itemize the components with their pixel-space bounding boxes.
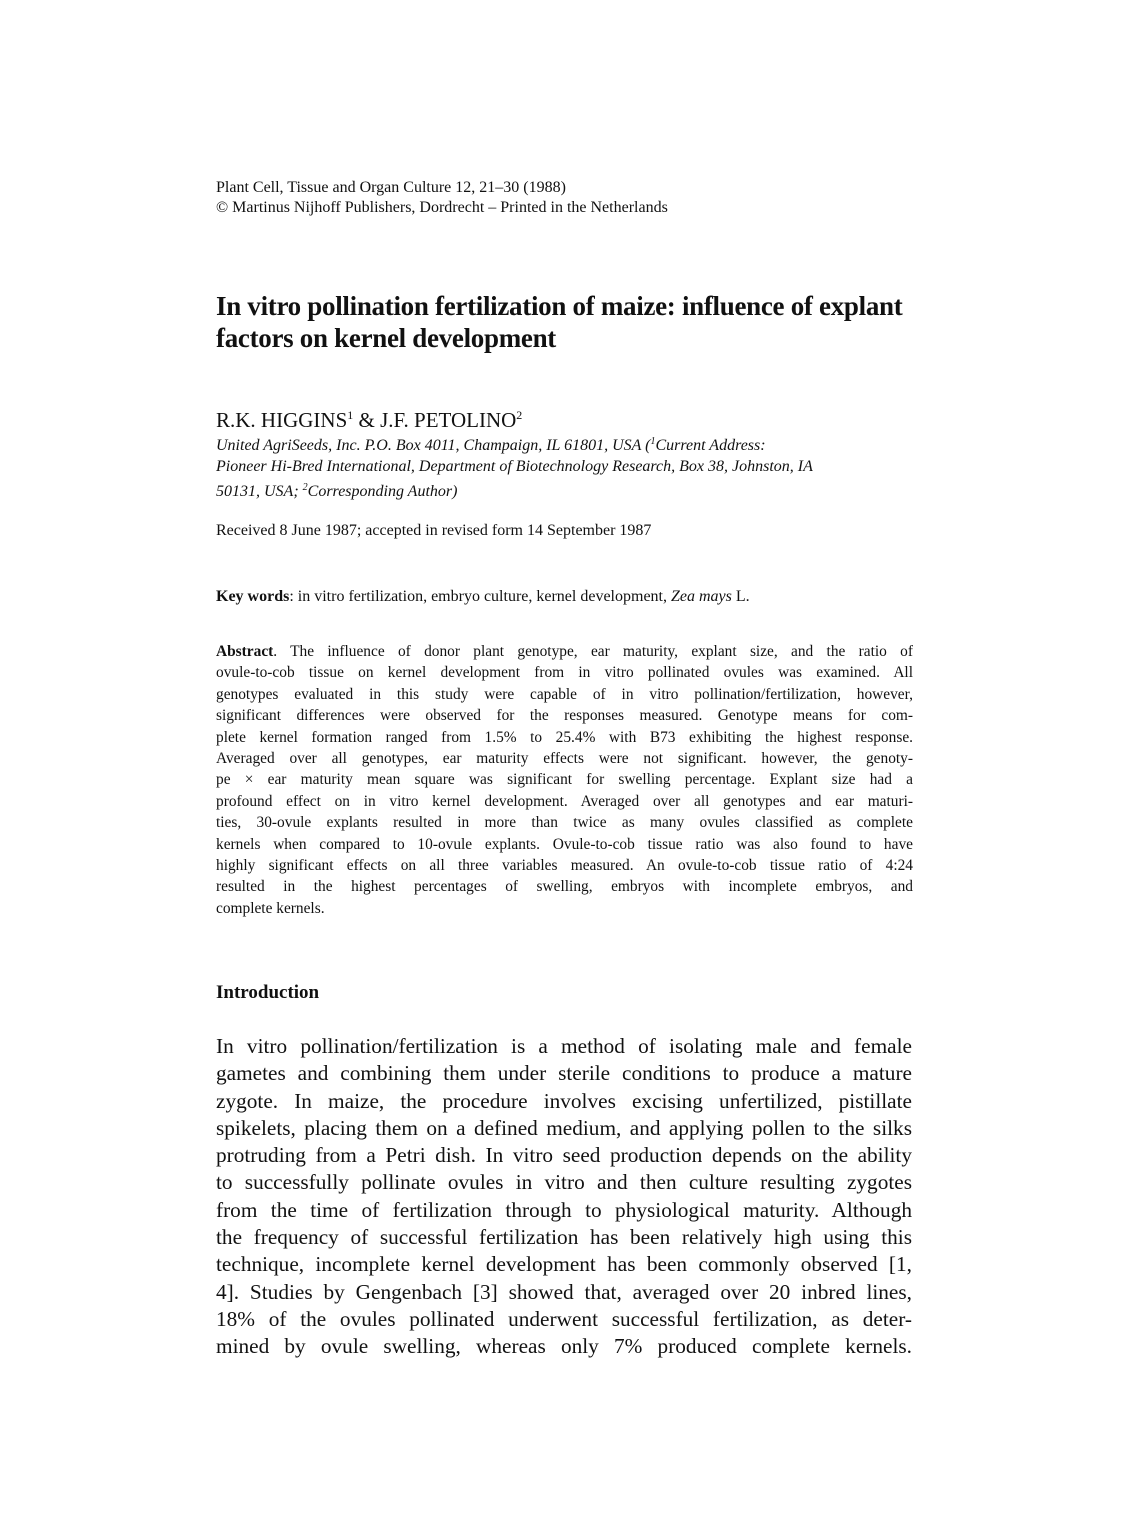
received-dates: Received 8 June 1987; accepted in revised form 14 September 1987 bbox=[216, 522, 652, 539]
affiliation-line-1 bbox=[216, 431, 916, 456]
abstract-line: significant differences were observed for the responses measured. Genotype means for com- bbox=[216, 707, 913, 725]
affiliation-line-3-end: Corresponding Author) bbox=[307, 483, 458, 500]
journal-line-2: © Martinus Nijhoff Publishers, Dordrecht – Printed in the Netherlands bbox=[216, 199, 668, 216]
paper-title bbox=[216, 290, 936, 354]
affiliation-line-3 bbox=[216, 477, 916, 502]
abstract-line bbox=[216, 641, 913, 662]
section-heading-introduction: Introduction bbox=[216, 982, 320, 1003]
author-list bbox=[216, 403, 522, 432]
intro-line: spikelets, placing them on a defined medium, and applying pollen to the silks bbox=[216, 1115, 912, 1140]
abstract-line-text: . The influence of donor plant genotype, ear maturity, explant size, and the ratio of bbox=[273, 643, 913, 660]
author-1-affiliation-mark: 1 bbox=[347, 408, 354, 422]
affiliation-mark-2: 2 bbox=[302, 482, 308, 493]
intro-line: technique, incomplete kernel development has been commonly observed [1, bbox=[216, 1252, 912, 1277]
abstract-line: ties, 30-ovule explants resulted in more than twice as many ovules classified as complete bbox=[216, 814, 913, 832]
intro-line: 18% of the ovules pollinated underwent successful fertilization, as deter- bbox=[216, 1306, 912, 1331]
intro-line: In vitro pollination/fertilization is a method of isolating male and female bbox=[216, 1034, 912, 1058]
intro-line: 4]. Studies by Gengenbach [3] showed that, averaged over 20 inbred lines, bbox=[216, 1279, 912, 1304]
abstract-line: kernels when compared to 10-ovule explants. Ovule-to-cob tissue ratio was also found to have bbox=[216, 835, 913, 853]
abstract-line: highly significant effects on all three variables measured. An ovule-to-cob tissue ratio of 4:24 bbox=[216, 856, 913, 874]
keywords-authority: L. bbox=[731, 588, 750, 605]
intro-line: zygote. In maize, the procedure involves excising unfertilized, pistillate bbox=[216, 1088, 912, 1113]
author-1: R.K. HIGGINS bbox=[216, 408, 348, 432]
abstract-label: Abstract bbox=[216, 643, 274, 660]
abstract-line: complete kernels. bbox=[216, 899, 325, 917]
intro-line: to successfully pollinate ovules in vitro and then culture resulting zygotes bbox=[216, 1170, 912, 1195]
affiliation-mark-1: 1 bbox=[650, 436, 656, 447]
abstract bbox=[216, 641, 913, 919]
keywords bbox=[216, 587, 750, 607]
title-line-2: factors on kernel development bbox=[216, 323, 556, 353]
affiliation-line-1-end: Current Address: bbox=[655, 437, 766, 454]
abstract-line: genotypes evaluated in this study were capable of in vitro pollination/fertilization, however, bbox=[216, 685, 913, 703]
abstract-line: pe × ear maturity mean square was significant for swelling percentage. Explant size had a bbox=[216, 771, 913, 789]
abstract-line: plete kernel formation ranged from 1.5% to 25.4% with B73 exhibiting the highest response. bbox=[216, 728, 913, 746]
intro-line: gametes and combining them under sterile conditions to produce a mature bbox=[216, 1061, 912, 1086]
affiliation-line-1-text: United AgriSeeds, Inc. P.O. Box 4011, Champaign, IL 61801, USA ( bbox=[216, 437, 651, 454]
abstract-line: resulted in the highest percentages of swelling, embryos with incomplete embryos, and bbox=[216, 878, 913, 896]
journal-line-1: Plant Cell, Tissue and Organ Culture 12, 21–30 (1988) bbox=[216, 179, 566, 196]
author-2-affiliation-mark: 2 bbox=[516, 408, 523, 422]
title-line-1: In vitro pollination fertilization of maize: influence of explant bbox=[216, 291, 903, 321]
introduction-body bbox=[216, 1033, 912, 1361]
keywords-label: Key words bbox=[216, 588, 290, 605]
author-separator: & bbox=[353, 408, 381, 432]
keywords-text: : in vitro fertilization, embryo culture, kernel development, bbox=[289, 588, 671, 605]
intro-line: from the time of fertilization through to physiological maturity. Although bbox=[216, 1197, 912, 1222]
intro-line: the frequency of successful fertilization has been relatively high using this bbox=[216, 1225, 912, 1250]
abstract-line: Averaged over all genotypes, ear maturity effects were not significant. however, the genoty- bbox=[216, 749, 913, 767]
intro-line: mined by ovule swelling, whereas only 7% produced complete kernels. bbox=[216, 1334, 912, 1359]
affiliation-line-3-text: 50131, USA; bbox=[216, 483, 303, 500]
journal-citation bbox=[216, 178, 916, 218]
affiliation-line-2: Pioneer Hi-Bred International, Department of Biotechnology Research, Box 38, Johnston, IA bbox=[216, 458, 813, 475]
keywords-species: Zea mays bbox=[670, 588, 732, 605]
affiliation bbox=[216, 431, 916, 502]
author-2: J.F. PETOLINO bbox=[380, 408, 517, 432]
abstract-line: ovule-to-cob tissue on kernel development from in vitro pollinated ovules was examined. All bbox=[216, 664, 913, 682]
intro-line: protruding from a Petri dish. In vitro seed production depends on the ability bbox=[216, 1143, 912, 1168]
abstract-line: profound effect on in vitro kernel development. Averaged over all genotypes and ear maturi- bbox=[216, 792, 913, 810]
